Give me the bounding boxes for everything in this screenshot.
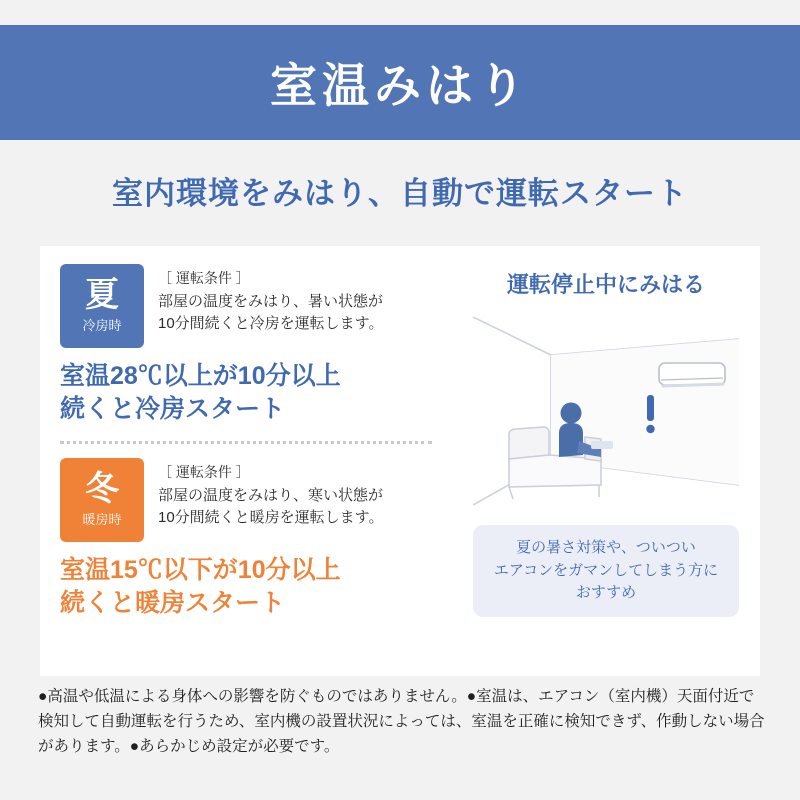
summer-condition-line-1: 部屋の温度をみはり、暑い状態が	[158, 293, 384, 310]
winter-headline	[60, 554, 450, 619]
winter-block	[60, 458, 450, 542]
note-line-1: 夏の暑さ対策や、ついつい	[516, 539, 696, 557]
footnote-line-2: 検知して自動運転を行うため、室内機の設置状況によっては、室温を正確に検知できず、作動しない場合	[38, 713, 765, 731]
summer-mode-label: 冷房時	[82, 318, 122, 334]
illustration-column	[470, 268, 742, 617]
summer-condition-line-2: 10分間続くと冷房を運転します。	[158, 314, 384, 332]
recommendation-note	[473, 525, 739, 617]
winter-condition-line-2: 10分間続くと暖房を運転します。	[158, 508, 384, 526]
summer-block	[60, 264, 450, 348]
room-illustration	[473, 309, 739, 509]
conditions-column	[60, 264, 450, 619]
illustration-caption: 運転停止中にみはる	[506, 272, 705, 297]
note-line-3: おすすめ	[575, 584, 637, 602]
summer-badge	[60, 264, 144, 348]
air-conditioner-icon	[659, 363, 725, 386]
summer-headline	[60, 360, 450, 425]
footnote-line-3: があります。●あらかじめ設定が必要です。	[38, 738, 340, 756]
winter-condition-label: ［ 運転条件 ］	[158, 464, 250, 480]
winter-condition-line-1: 部屋の温度をみはり、寒い状態が	[158, 487, 384, 504]
content-card	[40, 246, 760, 676]
section-divider	[60, 441, 432, 444]
footnote-line-1: ●高温や低温による身体への影響を防ぐものではありません。●室温は、エアコン（室内機）天面付近で	[38, 688, 755, 705]
summer-condition-text	[158, 264, 384, 335]
subtitle: 室内環境をみはり、自動で運転スタート	[112, 176, 688, 211]
winter-kanji: 冬	[85, 469, 119, 508]
page-title: 室温みはり	[270, 59, 530, 112]
alert-exclamation-icon	[646, 395, 654, 433]
summer-condition-label: ［ 運転条件 ］	[158, 270, 250, 286]
winter-condition-text	[158, 458, 384, 529]
summer-headline-line-1: 室温28℃以上が10分以上	[60, 362, 341, 390]
winter-headline-line-1: 室温15℃以下が10分以上	[60, 556, 341, 584]
summer-kanji: 夏	[85, 275, 119, 314]
header-band	[0, 25, 800, 140]
winter-headline-line-2: 続くと暖房スタート	[60, 588, 286, 617]
room-scene-icon	[473, 309, 739, 509]
note-line-2: エアコンをガマンしてしまう方に	[493, 561, 719, 579]
summer-headline-line-2: 続くと冷房スタート	[60, 394, 286, 423]
footnote	[38, 684, 768, 759]
winter-badge	[60, 458, 144, 542]
winter-mode-label: 暖房時	[82, 512, 122, 528]
